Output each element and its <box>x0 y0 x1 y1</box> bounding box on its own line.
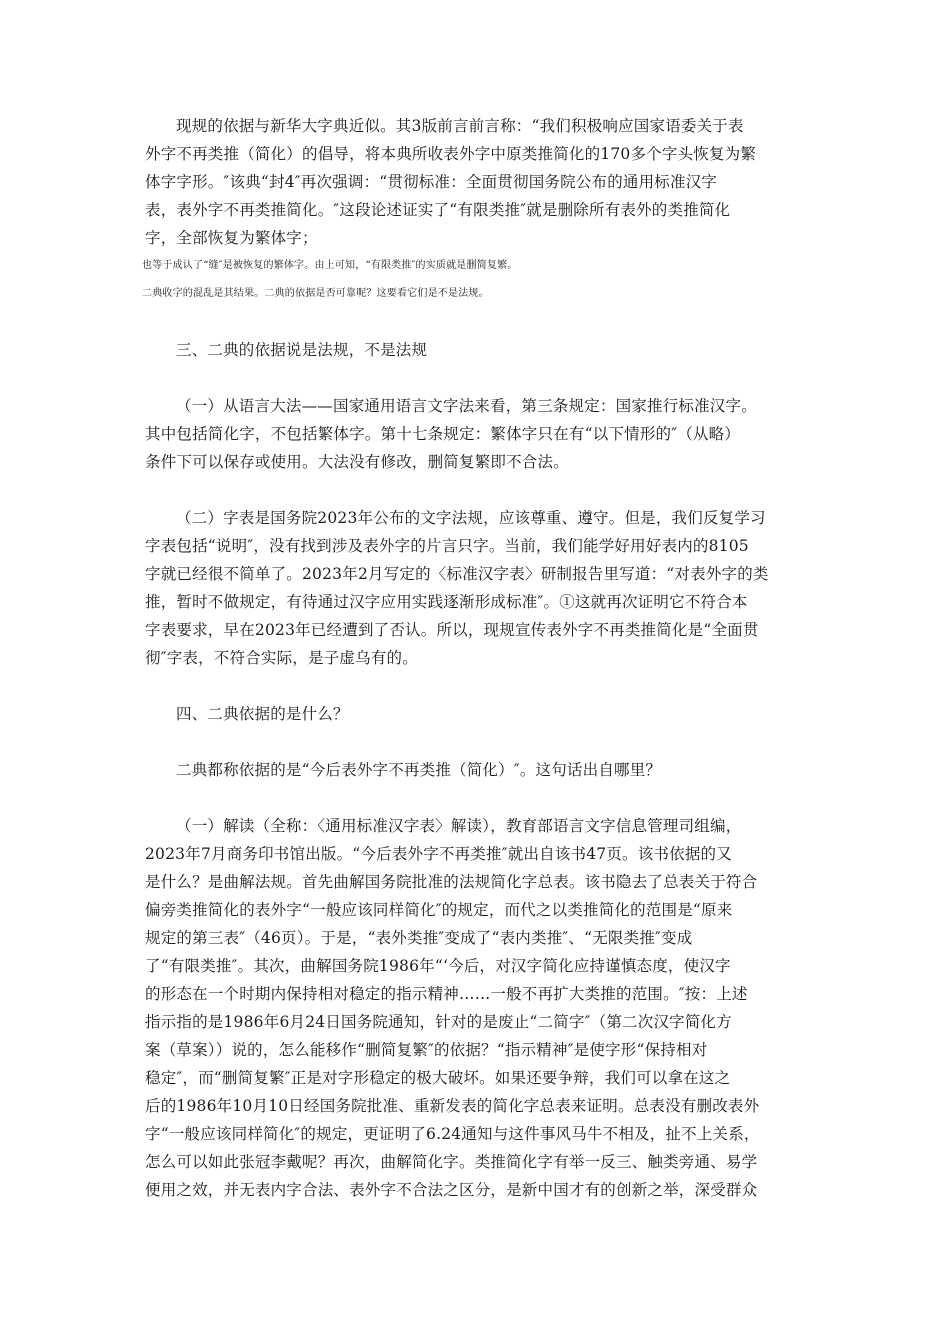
text-line: 表，表外字不再类推简化。″这段论述证实了“有限类推″就是删除所有表外的类推简化 <box>145 201 731 219</box>
text-line: 稳定″，而“删简复繁″正是对字形稳定的极大破坏。如果还要争辩，我们可以拿在这之 <box>145 1069 731 1087</box>
text-line: 便用之效，并无表内字合法、表外字不合法之区分，是新中国才有的创新之举，深受群众 <box>145 1181 758 1199</box>
text-line: 现规的依据与新华大字典近似。其3版前言前言称：“我们积极响应国家语委关于表 <box>176 117 744 135</box>
text-line: 推，暂时不做规定，有待通过汉字应用实践逐渐形成标准″。①这就再次证明它不符合本 <box>145 593 748 611</box>
text-line: 条件下可以保存或使用。大法没有修改，删简复繁即不合法。 <box>145 453 569 471</box>
text-line: 偏旁类推简化的表外字“一般应该同样简化″的规定，而代之以类推简化的范围是“原来 <box>145 901 733 919</box>
text-line: 的形态在一个时期内保持相对稳定的指示精神……一般不再扩大类推的范围。″按：上述 <box>145 985 748 1003</box>
text-line: 二典收字的混乱是其结果。二典的依据是否可靠呢？这要看它们是不是法规。 <box>142 288 489 299</box>
text-line: （二）字表是国务院2023年公布的文字法规，应该尊重、遵守。但是，我们反复学习 <box>176 509 766 527</box>
heading-line: 四、二典依据的是什么？ <box>176 705 349 723</box>
text-line: 字表包括“说明″，没有找到涉及表外字的片言只字。当前，我们能学好用好表内的8105 <box>145 537 749 555</box>
paragraph-interpretation <box>145 812 805 1204</box>
text-line: 字，全部恢复为繁体字； <box>145 229 318 247</box>
text-line: 体字字形。″该典“封4″再次强调：“贯彻标准：全面贯彻国务院公布的通用标准汉字 <box>145 173 718 191</box>
document-page <box>142 112 805 1204</box>
text-line: （一）从语言大法——国家通用语言文字法来看，第三条规定：国家推行标准汉字。 <box>176 397 757 415</box>
text-line: 怎么可以如此张冠李戴呢？再次，曲解简化字。类推简化字有举一反三、触类旁通、易学 <box>145 1153 758 1171</box>
paragraph-question <box>145 756 805 784</box>
text-line: 字“一般应该同样简化″的规定，更证明了6.24通知与这件事风马牛不相及，扯不上关系， <box>145 1125 760 1143</box>
text-line: 规定的第三表″（46页）。于是，“表外类推″变成了“表内类推″、“无限类推″变成 <box>145 929 693 947</box>
text-line: （一）解读（全称：〈通用标准汉字表〉解读），教育部语言文字信息管理司组编， <box>176 817 742 835</box>
text-line: 了“有限类推″。其次，曲解国务院1986年“‘今后，对汉字简化应持谨慎态度，使汉字 <box>145 957 731 975</box>
text-line: 后的1986年10月10日经国务院批准、重新发表的简化字总表来证明。总表没有删改表外 <box>145 1097 760 1115</box>
text-line: 是什么？是曲解法规。首先曲解国务院批准的法规简化字总表。该书隐去了总表关于符合 <box>145 873 758 891</box>
text-line: 彻″字表，不符合实际，是子虚乌有的。 <box>145 649 418 667</box>
text-line: 二典都称依据的是“今后表外字不再类推（简化）″。这句话出自哪里？ <box>176 761 662 779</box>
section-heading-4 <box>145 700 805 728</box>
text-line: 指示指的是1986年6月24日国务院通知，针对的是废止“二简字″（第二次汉字简化方 <box>145 1013 732 1031</box>
paragraph-character-table <box>145 504 805 672</box>
text-line: 2023年7月商务印书馆出版。“今后表外字不再类推″就出自该书47页。该书依据的又 <box>145 845 732 863</box>
text-line: 字就已经很不简单了。2023年2月写定的〈标准汉字表〉研制报告里写道：“对表外字的类 <box>145 565 769 583</box>
text-line: 外字不再类推（简化）的倡导，将本典所收表外字中原类推简化的170多个字头恢复为繁 <box>145 145 757 163</box>
text-line: 也等于成认了“缝″是被恢复的繁体字。由上可知，“有限类推″的实质就是删简复繁。 <box>142 260 518 271</box>
text-line: 字表要求，早在2023年已经遭到了否认。所以，现规宣传表外字不再类推简化是“全面贯 <box>145 621 759 639</box>
heading-line: 三、二典的依据说是法规，不是法规 <box>176 341 428 359</box>
paragraph-language-law <box>145 392 805 476</box>
text-line: 案（草案））说的，怎么能移作“删简复繁″的依据？“指示精神″是使字形“保持相对 <box>145 1041 708 1059</box>
paragraph-intro <box>142 112 805 308</box>
text-line: 其中包括简化字，不包括繁体字。第十七条规定：繁体字只在有“以下情形的″（从略） <box>145 425 741 443</box>
section-heading-3 <box>145 336 805 364</box>
